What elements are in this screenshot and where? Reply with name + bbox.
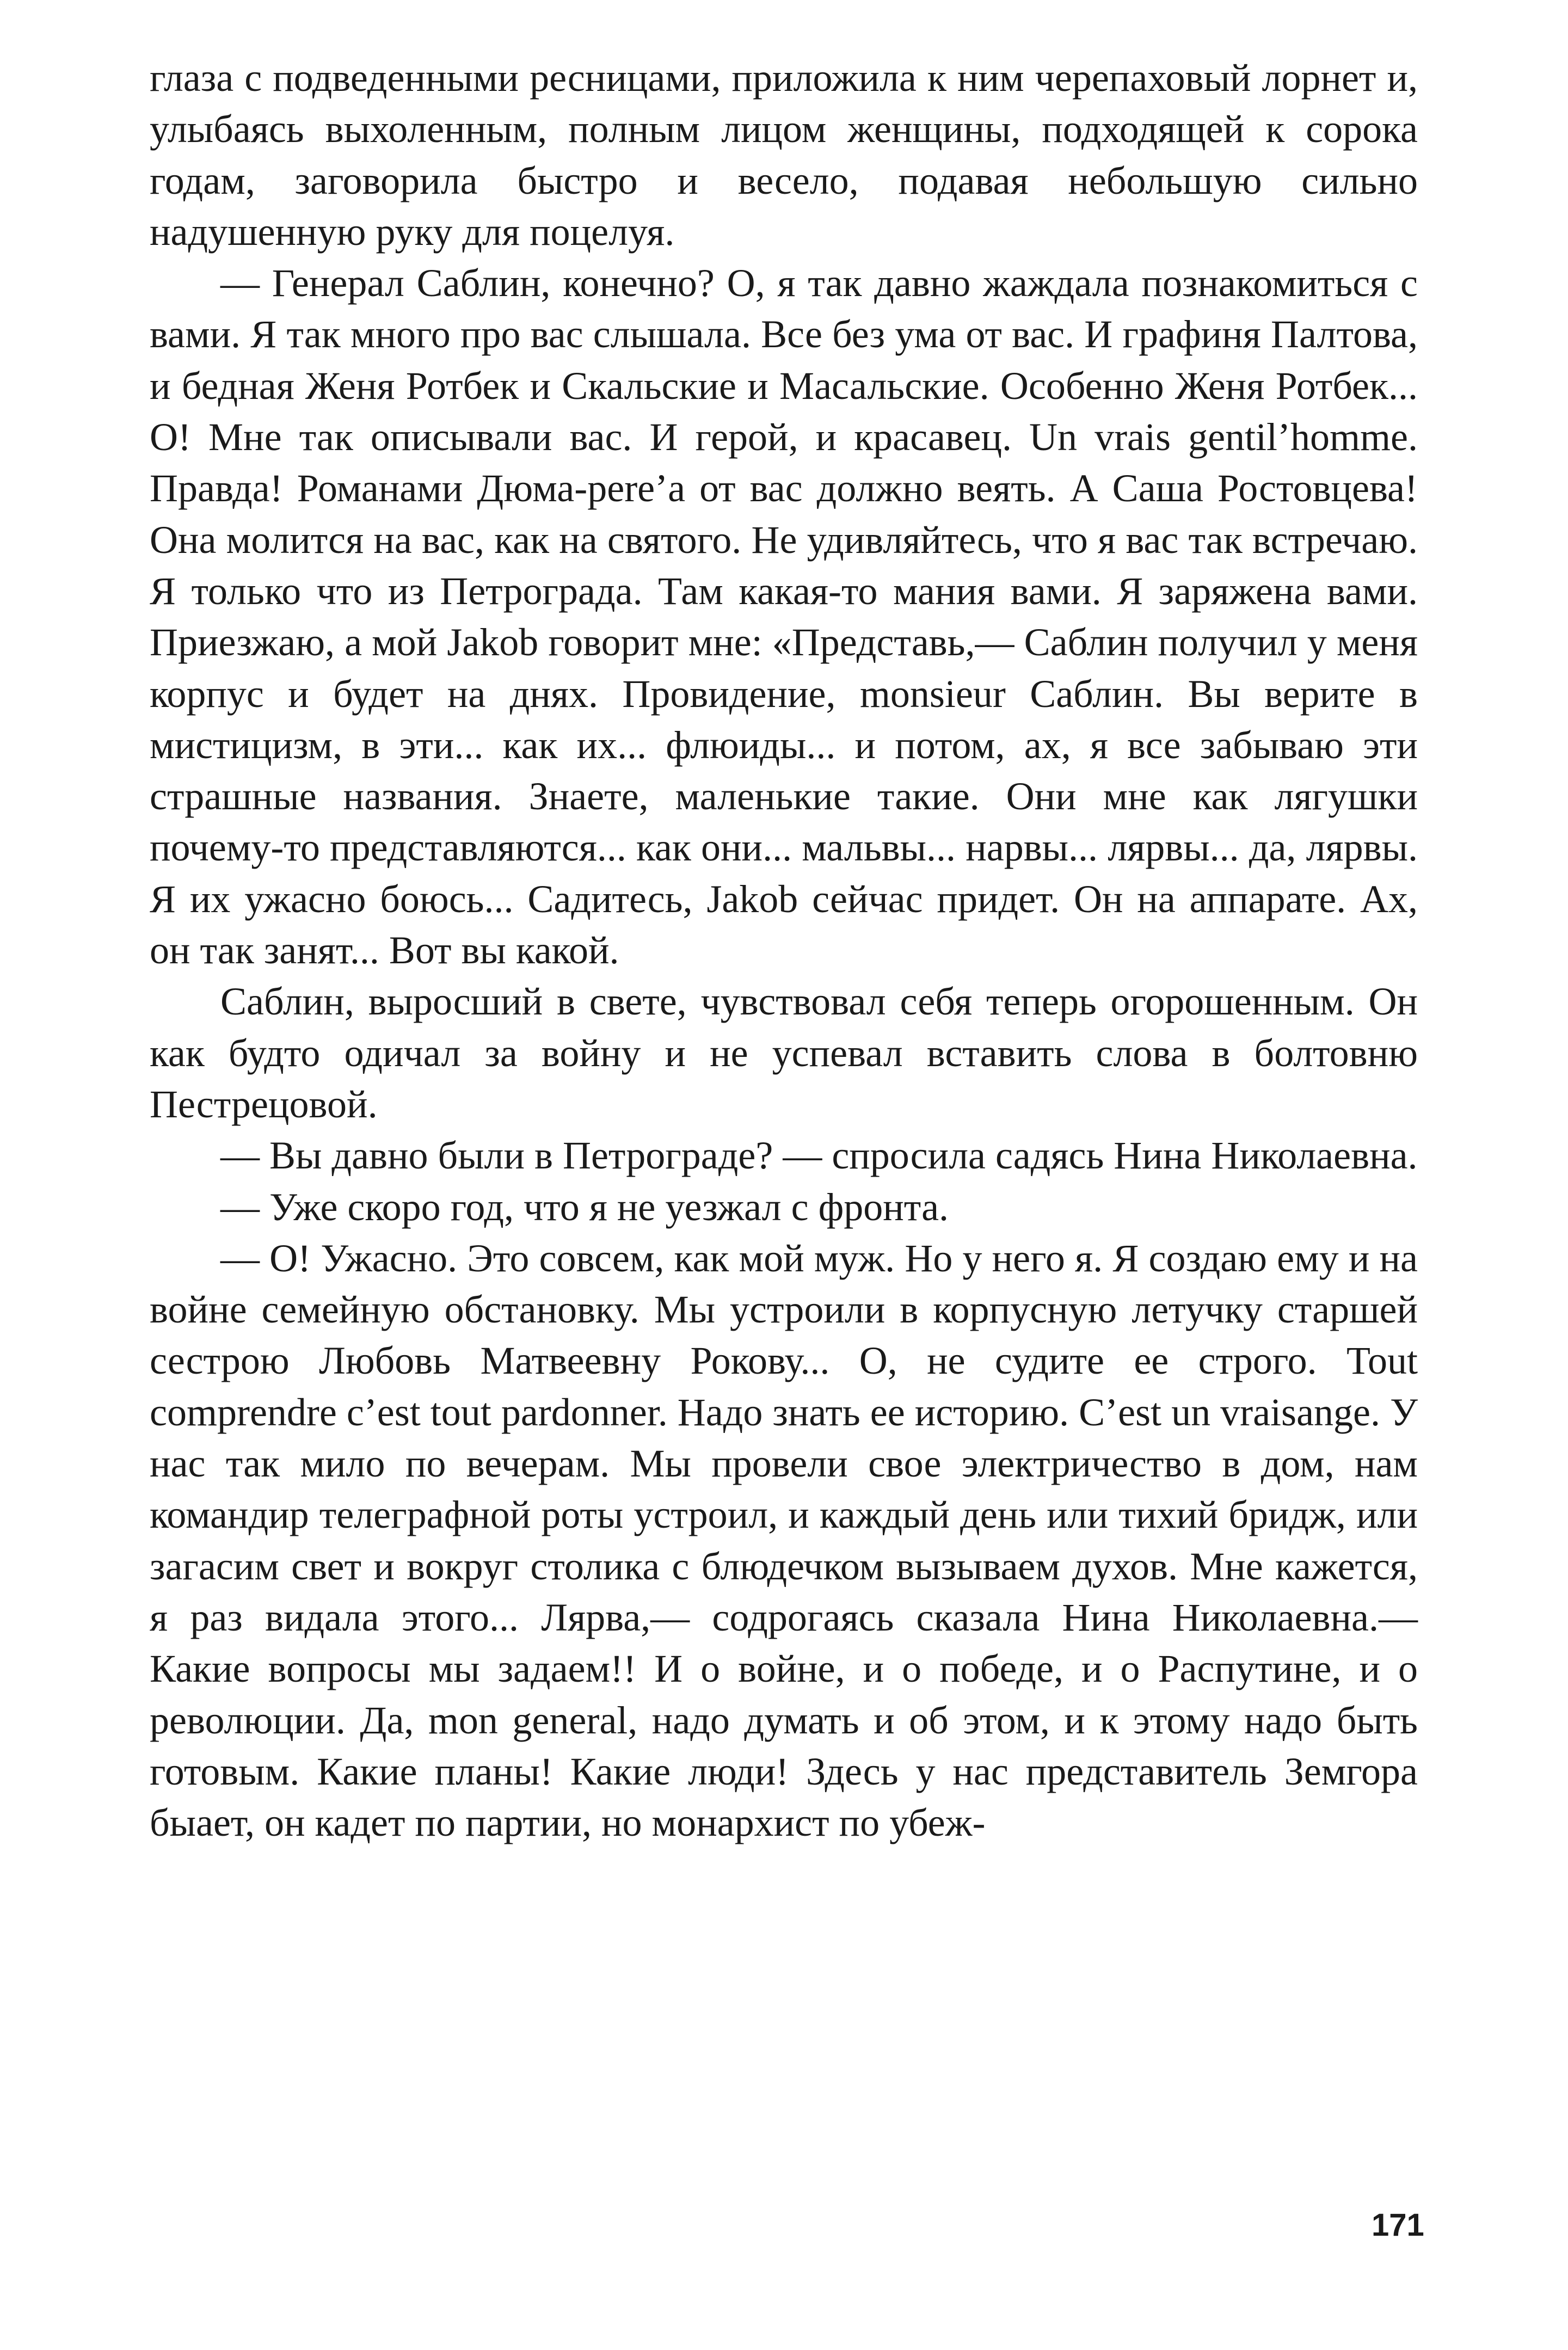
paragraph-1: глаза с подведенными ресницами, приложила к ним черепаховый лорнет и, улыбаясь выхоленным, полным лицом женщины, подходящей к сорока годам, заговорила быстро и весело, подавая небольшую сильно надушенную руку для поцелуя. xyxy=(150,56,1418,254)
page-number: 171 xyxy=(1372,2207,1424,2243)
book-page-text xyxy=(150,52,1418,1848)
paragraph-5: — Уже скоро год, что я не уезжал с фронта. xyxy=(220,1185,949,1229)
paragraph-2: — Генерал Саблин, конечно? О, я так давно жаждала познакомиться с вами. Я так много про вас слышала. Все без ума от вас. И графиня Палтова, и бедная Женя Ротбек и Скальские и Масальские. Особенно Женя Ротбек... О! Мне так описывали вас. И герой, и красавец. Un vrais gentil’homme. Правда! Романами Дюма-pere’а от вас должно веять. А Саша Ростовцева! Она молится на вас, как на святого. Не удивляйтесь, что я вас так встречаю. Я только что из Петрограда. Там какая-то мания вами. Я заряжена вами. Приезжаю, а мой Jakob говорит мне: «Представь,— Саблин получил у меня корпус и будет на днях. Провидение, monsieur Саблин. Вы верите в мистицизм, в эти... как их... флюиды... и потом, ах, я все забываю эти страшные названия. Знаете, маленькие такие. Они мне как лягушки почему-то представляются... как они... мальвы... нарвы... лярвы... да, лярвы. Я их ужасно боюсь... Садитесь, Jakob сейчас придет. Он на аппарате. Ах, он так занят... Вот вы какой. xyxy=(150,261,1418,973)
paragraph-6: — О! Ужасно. Это совсем, как мой муж. Но у него я. Я создаю ему и на войне семейную обстановку. Мы устроили в корпусную летучку старшей сестрою Любовь Матвеевну Рокову... О, не судите ее строго. Tout comprendre c’est tout pardonner. Надо знать ее историю. C’est un vraisange. У нас так мило по вечерам. Мы провели свое электричество в дом, нам командир телеграфной роты устроил, и каждый день или тихий бридж, или загасим свет и вокруг столика с блюдечком вызываем духов. Мне кажется, я раз видала этого... Лярва,— содрогаясь сказала Нина Николаевна.— Какие вопросы мы задаем!! И о войне, и о победе, и о Распутине, и о революции. Да, mon general, надо думать и об этом, и к этому надо быть готовым. Какие планы! Какие люди! Здесь у нас представитель Земгора быает, он кадет по партии, но монархист по убеж- xyxy=(150,1236,1418,1845)
paragraph-4: — Вы давно были в Петрограде? — спросила садясь Нина Николаевна. xyxy=(220,1134,1418,1178)
paragraph-3: Саблин, выросший в свете, чувствовал себя теперь огорошенным. Он как будто одичал за войну и не успевал вставить слова в болтовню Пестрецовой. xyxy=(150,980,1418,1126)
